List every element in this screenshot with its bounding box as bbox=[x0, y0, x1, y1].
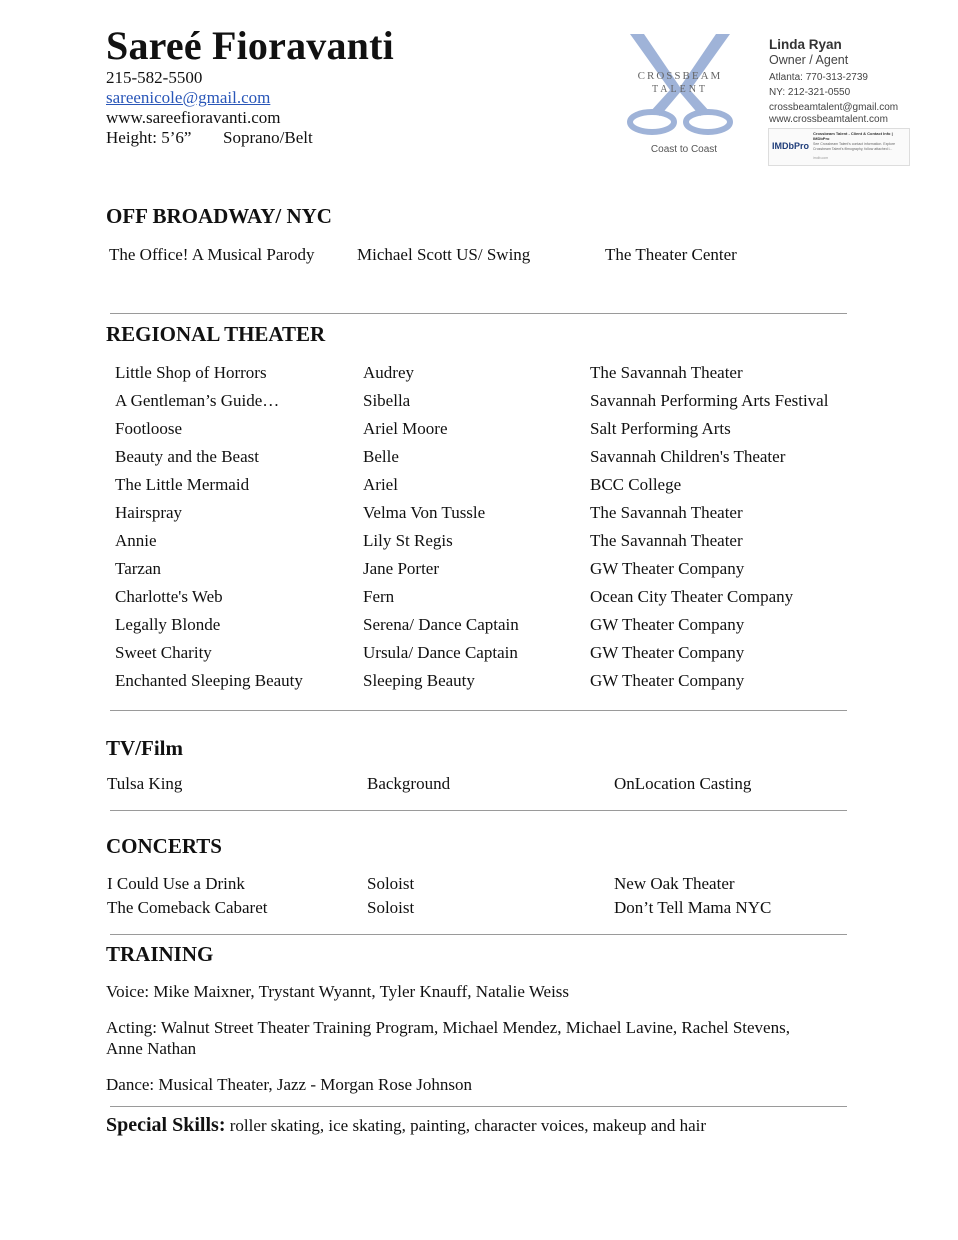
credit-show: Sweet Charity bbox=[115, 643, 212, 662]
crossbeam-logo bbox=[620, 28, 740, 160]
credit-role: Jane Porter bbox=[363, 559, 440, 578]
divider bbox=[110, 710, 847, 711]
credit-venue: BCC College bbox=[590, 475, 682, 494]
credit-role: Background bbox=[367, 774, 451, 793]
credit-show: Hairspray bbox=[115, 503, 183, 522]
logo-wordmark-bottom: TALENT bbox=[651, 84, 709, 95]
credit-show: The Office! A Musical Parody bbox=[109, 245, 315, 264]
logo-tagline: Coast to Coast bbox=[650, 144, 718, 155]
height: Height: 5’6” bbox=[106, 128, 192, 147]
training-dance: Dance: Musical Theater, Jazz - Morgan Rose Johnson bbox=[106, 1075, 472, 1094]
credit-role: Audrey bbox=[363, 363, 414, 382]
credit-role: Serena/ Dance Captain bbox=[363, 615, 519, 634]
voice-type: Soprano/Belt bbox=[223, 128, 313, 147]
section-off-broadway: OFF BROADWAY/ NYC bbox=[106, 204, 332, 228]
website: www.sareefioravanti.com bbox=[106, 108, 281, 127]
section-tv-film: TV/Film bbox=[106, 736, 183, 760]
section-regional: REGIONAL THEATER bbox=[106, 322, 326, 346]
credit-show: Beauty and the Beast bbox=[115, 447, 259, 466]
credit-venue: The Savannah Theater bbox=[590, 503, 743, 522]
credit-role: Belle bbox=[363, 447, 399, 466]
credit-role: Lily St Regis bbox=[363, 531, 453, 550]
phone-number: 215-582-5500 bbox=[106, 68, 203, 87]
credit-venue: Salt Performing Arts bbox=[590, 419, 731, 438]
credit-show: A Gentleman’s Guide… bbox=[115, 391, 280, 410]
credit-venue: GW Theater Company bbox=[590, 643, 745, 662]
training-voice: Voice: Mike Maixner, Trystant Wyannt, Tyler Knauff, Natalie Weiss bbox=[106, 982, 570, 1001]
agent-name: Linda Ryan bbox=[769, 37, 842, 52]
credit-venue: GW Theater Company bbox=[590, 559, 745, 578]
credit-venue: Ocean City Theater Company bbox=[590, 587, 794, 606]
credit-venue: GW Theater Company bbox=[590, 615, 745, 634]
special-skills-text: roller skating, ice skating, painting, character voices, makeup and hair bbox=[229, 1116, 707, 1135]
credit-role: Soloist bbox=[367, 898, 415, 917]
logo-wordmark-top: CROSSBEAM bbox=[637, 70, 723, 82]
section-training: TRAINING bbox=[106, 942, 214, 966]
credit-role: Sleeping Beauty bbox=[363, 671, 475, 690]
credit-role: Velma Von Tussle bbox=[363, 503, 486, 522]
divider bbox=[110, 1106, 847, 1107]
credit-venue: GW Theater Company bbox=[590, 671, 745, 690]
imdbpro-logo: IMDbPro bbox=[772, 141, 809, 151]
imdbpro-desc: See Crossbeam Talent's contact information. Explore Crossbeam Talent's filmography, follow attached i... bbox=[813, 142, 896, 151]
divider bbox=[110, 313, 847, 314]
credit-show: Little Shop of Horrors bbox=[115, 363, 267, 382]
credit-role: Ariel bbox=[363, 475, 398, 494]
credit-show: Tarzan bbox=[115, 559, 161, 578]
credit-show: The Comeback Cabaret bbox=[107, 898, 268, 917]
email-link[interactable]: sareenicole@gmail.com bbox=[106, 88, 271, 107]
credit-venue: Savannah Children's Theater bbox=[590, 447, 786, 466]
credit-venue: OnLocation Casting bbox=[614, 774, 752, 793]
credit-venue: Don’t Tell Mama NYC bbox=[614, 898, 772, 917]
training-acting: Acting: Walnut Street Theater Training Program, Michael Mendez, Michael Lavine, Rachel Stevens, Anne Nathan bbox=[106, 1018, 790, 1058]
special-skills-label: Special Skills: bbox=[106, 1114, 226, 1136]
special-skills bbox=[106, 1114, 706, 1137]
credit-venue: The Theater Center bbox=[605, 245, 737, 264]
agent-website: www.crossbeamtalent.com bbox=[769, 114, 888, 125]
credit-show: Legally Blonde bbox=[115, 615, 221, 634]
credit-show: Footloose bbox=[115, 419, 183, 438]
divider bbox=[110, 934, 847, 935]
credit-venue: The Savannah Theater bbox=[590, 531, 743, 550]
credit-venue: New Oak Theater bbox=[614, 874, 735, 893]
credit-venue: Savannah Performing Arts Festival bbox=[590, 391, 829, 410]
credit-show: The Little Mermaid bbox=[115, 475, 250, 494]
performer-name: Sareé Fioravanti bbox=[106, 23, 394, 68]
credit-show: I Could Use a Drink bbox=[107, 874, 245, 893]
imdbpro-card[interactable] bbox=[768, 128, 910, 166]
credit-role: Ursula/ Dance Captain bbox=[363, 643, 518, 662]
credit-show: Enchanted Sleeping Beauty bbox=[115, 671, 303, 690]
agent-title: Owner / Agent bbox=[769, 53, 849, 67]
credit-role: Sibella bbox=[363, 391, 411, 410]
imdbpro-title: Crossbeam Talent - Client & Contact Info | IMDbPro bbox=[813, 131, 893, 141]
divider bbox=[110, 810, 847, 811]
credit-show: Charlotte's Web bbox=[115, 587, 223, 606]
imdbpro-site: imdb.com bbox=[813, 156, 829, 160]
agent-ny-phone: NY: 212-321-0550 bbox=[769, 87, 851, 98]
credit-role: Michael Scott US/ Swing bbox=[357, 245, 531, 264]
credit-role: Ariel Moore bbox=[363, 419, 448, 438]
section-concerts: CONCERTS bbox=[106, 834, 222, 858]
credit-venue: The Savannah Theater bbox=[590, 363, 743, 382]
credit-role: Soloist bbox=[367, 874, 415, 893]
agent-atlanta-phone: Atlanta: 770-313-2739 bbox=[769, 72, 868, 83]
credit-show: Tulsa King bbox=[107, 774, 183, 793]
credit-role: Fern bbox=[363, 587, 395, 606]
agent-email: crossbeamtalent@gmail.com bbox=[769, 102, 899, 113]
credit-show: Annie bbox=[115, 531, 157, 550]
